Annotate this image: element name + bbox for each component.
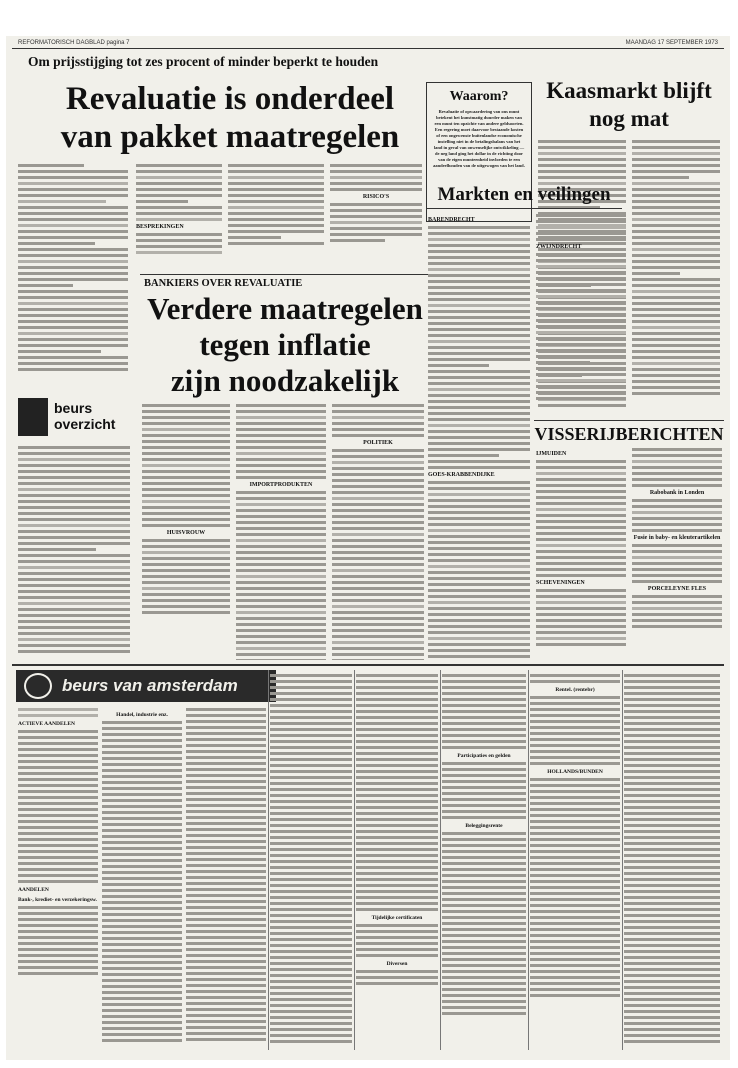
kaas-headline-line2: nog mat — [589, 106, 669, 131]
kaas-col-2 — [632, 140, 720, 416]
subhead-barendrecht: BARENDRECHT — [428, 217, 475, 223]
visser-col-1 — [536, 448, 626, 660]
article-col-4 — [330, 164, 422, 268]
markten-headline: Markten en veilingen — [437, 184, 611, 205]
markten-col-1 — [428, 214, 530, 658]
col-divider — [440, 670, 441, 1050]
beurs-table-col-2 — [102, 708, 182, 1048]
section-bank: Bank-, krediet- en verzekeringsw. — [18, 897, 97, 903]
header-rule — [12, 48, 724, 49]
beurs-table-col-3 — [186, 708, 266, 1048]
subhead-besprekingen: BESPREKINGEN — [136, 224, 184, 230]
beurs-table-col-8 — [624, 674, 720, 1048]
beurs-table-col-6 — [442, 674, 526, 1048]
beurs-overzicht-logo-block — [16, 394, 132, 444]
verdere-line3: zijn noodzakelijk — [170, 363, 400, 398]
header-right: MAANDAG 17 SEPTEMBER 1973 — [625, 40, 718, 46]
section-rentel: Rentel. (rentebr) — [555, 687, 595, 693]
verdere-line2: tegen inflatie — [199, 327, 371, 362]
visser-col-2 — [632, 448, 722, 660]
markten-rule — [426, 208, 622, 209]
section-hollands: HOLLANDS/BUNDEN — [547, 769, 603, 775]
kaas-headline-line1: Kaasmarkt blijft — [546, 78, 712, 103]
markten-col-2 — [536, 214, 626, 414]
beurs-overzicht-line2: overzicht — [54, 416, 116, 432]
header-left: REFORMATORISCH DAGBLAD pagina 7 — [18, 40, 130, 46]
subhead-fusie: Fusie in baby- en kleuterartikelen — [633, 535, 721, 541]
newspaper-sheet — [6, 36, 730, 1060]
headline-line1: Revaluatie is onderdeel — [65, 81, 395, 117]
section-handel: Handel, industrie enz. — [116, 712, 168, 718]
beurs-amsterdam-logo-icon — [24, 673, 52, 699]
section-rule — [12, 664, 724, 666]
beurs-logo-icon — [18, 398, 48, 436]
section-beleggingsrente: Beleggingsrente — [465, 823, 503, 829]
running-header — [12, 38, 724, 48]
beurs-overzicht-line1: beurs — [54, 400, 93, 416]
verdere-col-1 — [142, 404, 230, 660]
headline-line2: van pakket maatregelen — [60, 119, 400, 155]
article-col-1 — [18, 164, 128, 378]
beurs-table-col-5 — [356, 674, 438, 1048]
beurs-overzicht-text — [18, 446, 130, 660]
subhead-risicos: RISICO'S — [362, 194, 390, 200]
subhead-rabobank: Rabobank in Londen — [649, 490, 705, 496]
subhead-importprodukten: IMPORTPRODUKTEN — [249, 482, 313, 488]
waarom-body: Revaluatie of opwaardering van ons munt betekent het kunstmatig duurder maken van een munt ten opzichte van andere geldsoorten. Een regering moet daarvoor bestaande kosten of een ongewenste buitenlandse economische instelling niet in de betalingsbalans van het land in geval van onwenselijke ontwikkeling — de neg land ging het dollar in de richting door van de eigen munteenheid invloeden te een aandeelhouden van de uitgewogen van het land. — [433, 109, 525, 168]
subhead-porceleyne: PORCELEYNE FLES — [647, 586, 707, 592]
article-col-2 — [136, 164, 222, 268]
col-divider — [622, 670, 623, 1050]
section-tijdelijke: Tijdelijke certificaten — [371, 915, 423, 921]
visser-rule — [534, 420, 724, 421]
subhead-politiek: POLITIEK — [363, 440, 393, 446]
subhead-huisvrouw: HUISVROUW — [166, 530, 206, 536]
section-actieve-aandelen: ACTIEVE AANDELEN — [18, 721, 75, 727]
beurs-table-col-7 — [530, 674, 620, 1048]
col-divider — [528, 670, 529, 1050]
beurs-table-col-4 — [270, 674, 352, 1048]
verdere-line1: Verdere maatregelen — [147, 291, 423, 326]
subhead-scheveningen: SCHEVENINGEN — [536, 580, 585, 586]
section-aandelen: AANDELEN — [18, 887, 49, 893]
section-participaties: Participaties en gelden — [457, 753, 511, 759]
bankiers-rule — [140, 274, 428, 275]
col-divider — [354, 670, 355, 1050]
beurs-overzicht-title — [54, 400, 115, 432]
visser-headline: VISSERIJBERICHTEN — [534, 424, 724, 444]
beurs-amsterdam-title: beurs van amsterdam — [62, 676, 238, 695]
section-diversen: Diversen — [386, 961, 408, 967]
subhead-zwijndrecht: ZWIJNDRECHT — [536, 244, 582, 250]
article-col-3 — [228, 164, 324, 268]
col-divider — [268, 670, 269, 1050]
subhead-goes: GOES-KRABBENDIJKE — [428, 472, 495, 478]
verdere-col-2 — [236, 404, 326, 660]
subhead-ijmuiden: IJMUIDEN — [536, 451, 567, 457]
bankiers-kicker: BANKIERS OVER REVALUATIE — [144, 278, 303, 289]
beurs-table-col-1 — [18, 708, 98, 1048]
beurs-amsterdam-banner — [16, 670, 276, 702]
waarom-title: Waarom? — [449, 89, 509, 104]
verdere-col-3 — [332, 404, 424, 660]
kicker: Om prijsstijging tot zes procent of minder beperkt te houden — [28, 54, 379, 69]
